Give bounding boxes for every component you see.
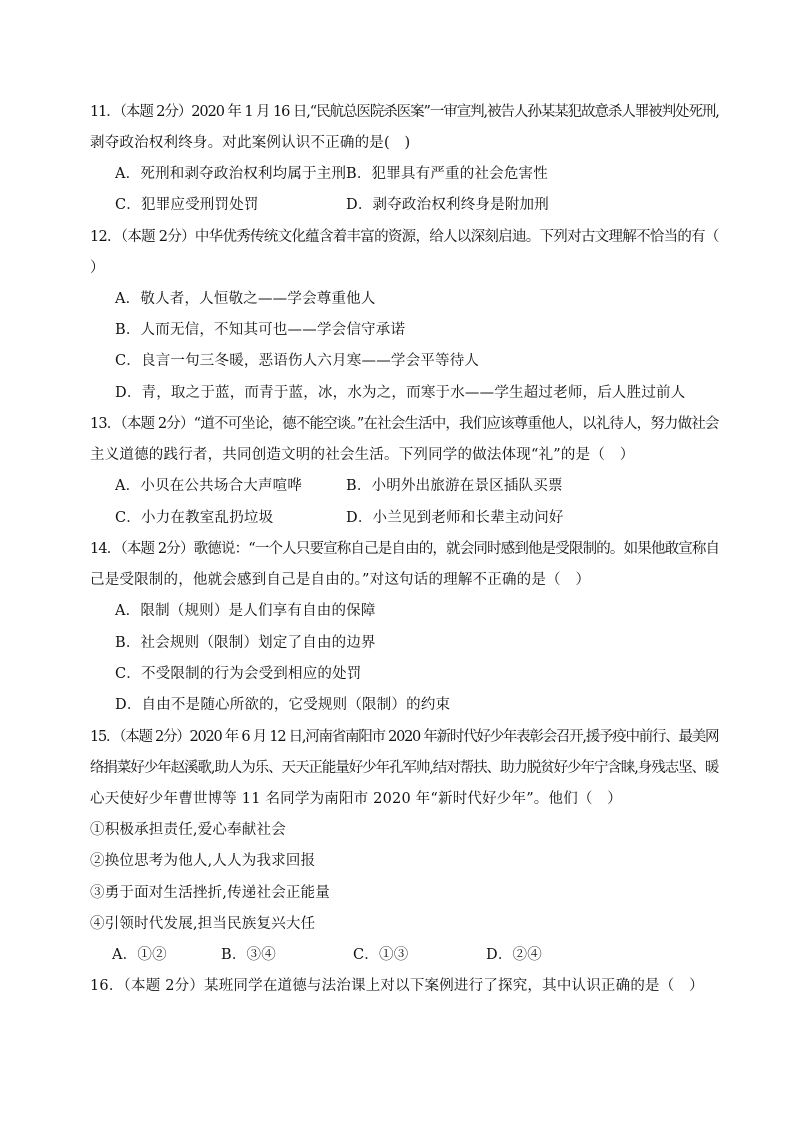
question-15-statement-1: ①积极承担责任,爱心奉献社会 — [90, 822, 286, 838]
question-11-option-b: B．犯罪具有严重的社会危害性 — [346, 166, 548, 182]
question-11-option-c: C．犯罪应受刑罚处罚 — [115, 197, 259, 213]
question-12-option-c: C．良言一句三冬暖，恶语伤人六月寒——学会平等待人 — [115, 353, 480, 369]
question-15-stem-line-1: 15．（本题 2分）2020 年 6 月 12 日,河南省南阳市 2020 年新时代好少年表彰会召开,援予疫中前行、最美网 — [90, 729, 719, 745]
question-11-option-a: A．死刑和剥夺政治权利均属于主刑 — [115, 166, 347, 182]
question-14-stem-line-1: 14．（本题 2分）歌德说：“一个人只要宣称自己是自由的，就会同时感到他是受限制的。如果他敢宣称自 — [90, 541, 720, 557]
question-15-choice-c: C．①③ — [353, 947, 409, 963]
question-14-stem-line-2: 己是受限制的，他就会感到自己是自由的。”对这句话的理解不正确的是（ ） — [90, 572, 591, 588]
question-15-statement-4: ④引领时代发展,担当民族复兴大任 — [90, 916, 316, 932]
question-14-option-d: D．自由不是随心所欲的，它受规则（限制）的约束 — [115, 697, 451, 713]
question-13-option-c: C．小力在教室乱扔垃圾 — [115, 510, 274, 526]
question-14-option-b: B．社会规则（限制）划定了自由的边界 — [115, 635, 376, 651]
question-12-option-d: D．青，取之于蓝，而青于蓝，冰，水为之，而寒于水——学生超过老师，后人胜过前人 — [115, 385, 686, 401]
question-12-option-a: A．敬人者，人恒敬之——学会尊重他人 — [115, 291, 376, 307]
question-11-stem-line-1: 11．（本题 2分）2020 年 1 月 16 日,“民航总医院杀医案”一审宣判,被告人孙某某犯故意杀人罪被判处死刑, — [90, 104, 719, 120]
question-13-option-d: D．小兰见到老师和长辈主动问好 — [346, 510, 564, 526]
question-16-stem-line-1: 16．（本题 2分）某班同学在道德与法治课上对以下案例进行了探究，其中认识正确的是（ ） — [90, 978, 704, 994]
question-14-option-a: A．限制（规则）是人们享有自由的保障 — [115, 603, 376, 619]
question-15-choice-b: B．③④ — [221, 947, 276, 963]
question-13-stem-line-1: 13．（本题 2分）“道不可坐论，德不能空谈。”在社会生活中，我们应该尊重他人，以礼待人，努力做社会 — [90, 416, 719, 432]
question-13-option-a: A．小贝在公共场合大声喧哗 — [115, 478, 303, 494]
question-14-option-c: C．不受限制的行为会受到相应的处罚 — [115, 666, 362, 682]
question-15-statement-2: ②换位思考为他人,人人为我求回报 — [90, 853, 316, 869]
question-12-stem-line-2: ） — [90, 260, 105, 276]
question-11-option-d: D．剥夺政治权利终身是附加刑 — [346, 197, 549, 213]
question-11-stem-line-2: 剥夺政治权利终身。对此案例认识不正确的是( ) — [90, 135, 411, 151]
question-13-stem-line-2: 主义道德的践行者，共同创造文明的社会生活。下列同学的做法体现“礼”的是（ ） — [90, 447, 635, 463]
question-15-stem-line-3: 心天使好少年曹世博等 11 名同学为南阳市 2020 年“新时代好少年”。他们（ ） — [90, 791, 623, 807]
question-12-stem-line-1: 12．（本题 2分）中华优秀传统文化蕴含着丰富的资源，给人以深刻启迪。下列对古文理解不恰当的有（ — [90, 229, 719, 245]
question-13-option-b: B．小明外出旅游在景区插队买票 — [346, 478, 563, 494]
question-15-choice-a: A．①② — [112, 947, 167, 963]
question-15-choice-d: D．②④ — [486, 947, 542, 963]
question-12-option-b: B．人而无信，不知其可也——学会信守承诺 — [115, 322, 406, 338]
question-15-stem-line-2: 络捐菜好少年赵溪歌,助人为乐、天天正能量好少年孔军帅,结对帮扶、助力脱贫好少年宁含睐,身残志坚、暖 — [90, 760, 719, 776]
question-15-statement-3: ③勇于面对生活挫折,传递社会正能量 — [90, 885, 331, 901]
